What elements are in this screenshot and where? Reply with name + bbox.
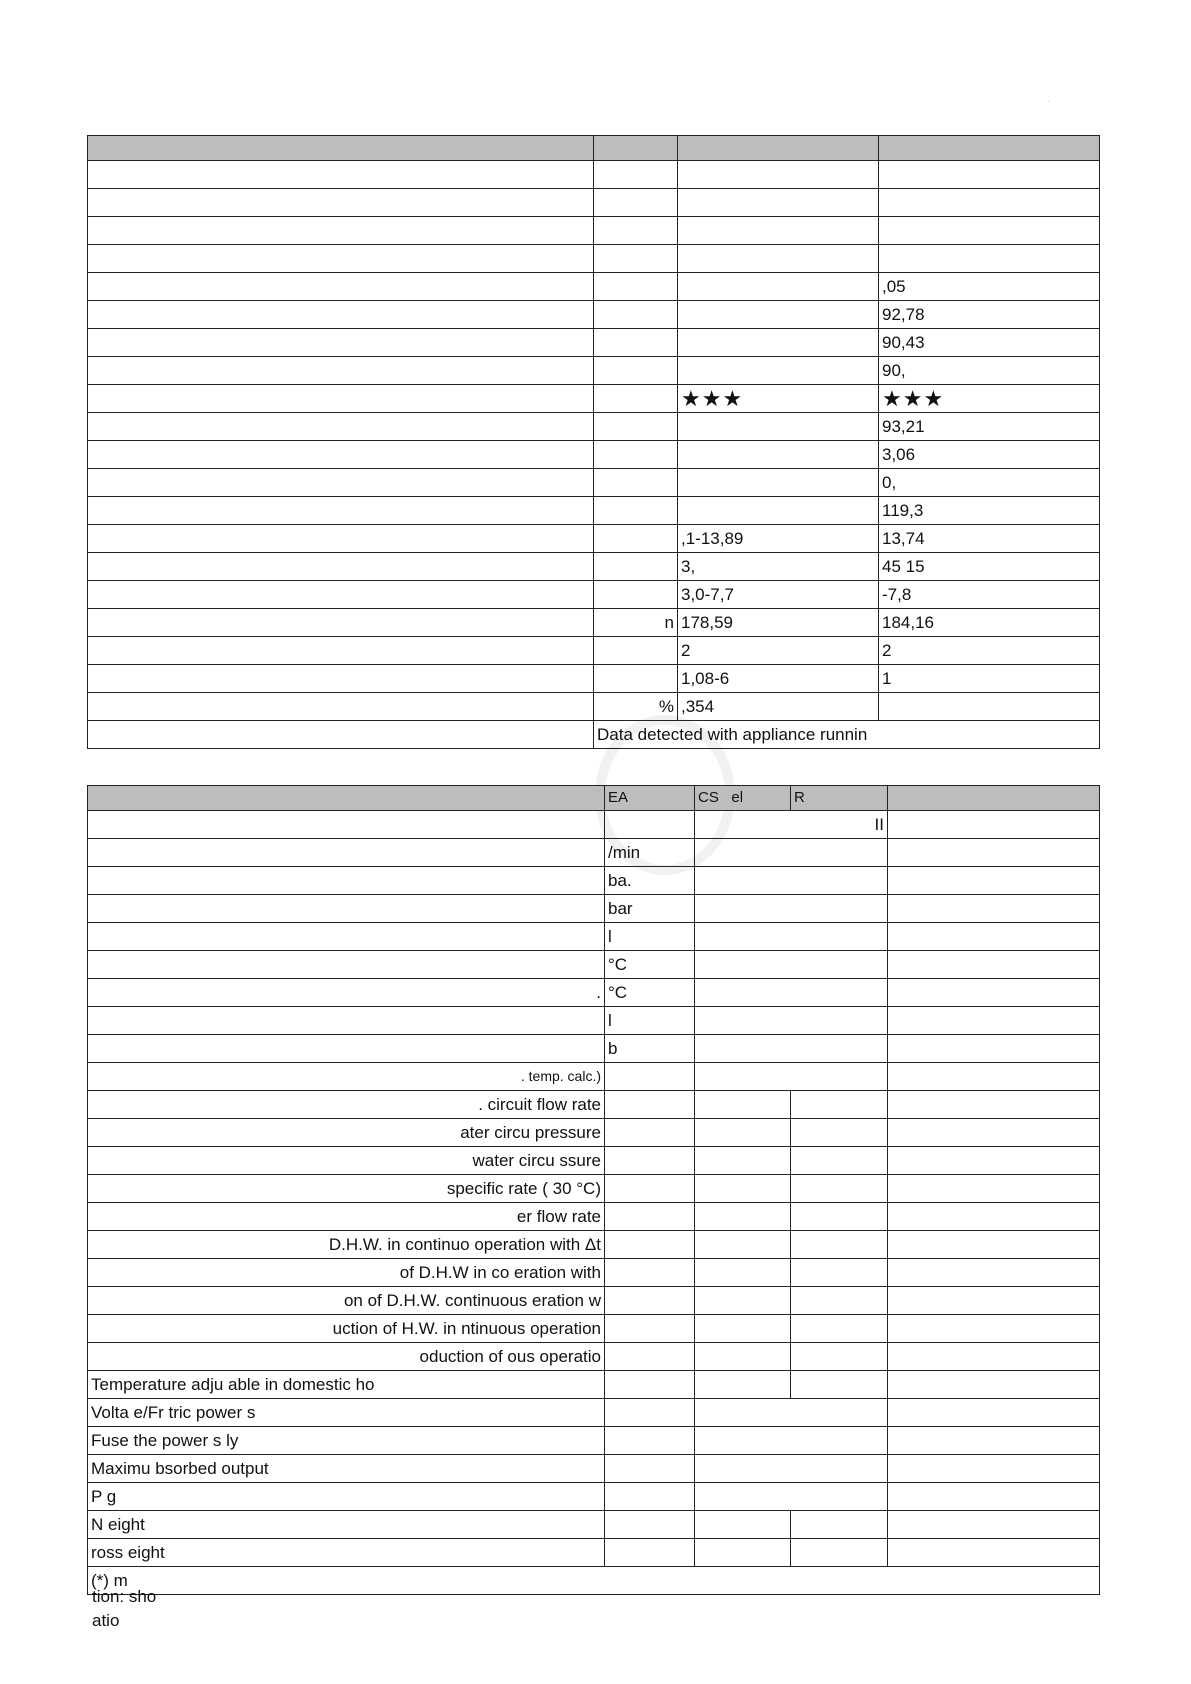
row-label [88, 553, 594, 581]
value-cell [888, 867, 1100, 895]
row-label [88, 497, 594, 525]
value-cell [678, 161, 879, 189]
table-row [88, 1427, 1100, 1455]
row-label [88, 301, 594, 329]
row-label: Maximu bsorbed output [88, 1455, 605, 1483]
row-label: ater circu pressure [88, 1119, 605, 1147]
value-cell [678, 413, 879, 441]
row-label [88, 273, 594, 301]
row-unit [594, 189, 678, 217]
value-cell [678, 497, 879, 525]
value-cell [678, 441, 879, 469]
value-cell [888, 1483, 1100, 1511]
value-cell [695, 1035, 888, 1063]
value-cell: -7,8 [879, 581, 1100, 609]
value-cell [888, 951, 1100, 979]
header-cell-r: R [791, 786, 888, 811]
row-label [88, 469, 594, 497]
table-row [88, 1287, 1100, 1315]
row-unit [594, 469, 678, 497]
value-cell [678, 357, 879, 385]
row-label [88, 189, 594, 217]
value-cell: ,354 [678, 693, 879, 721]
table-row [88, 1147, 1100, 1175]
table-row [88, 385, 1100, 413]
table-row [88, 1175, 1100, 1203]
header-cell [88, 136, 594, 161]
value-cell: 90, [879, 357, 1100, 385]
row-unit [605, 1203, 695, 1231]
value-cell [888, 1091, 1100, 1119]
value-cell [695, 1511, 791, 1539]
value-cell: 90,43 [879, 329, 1100, 357]
row-label [88, 923, 605, 951]
row-unit [605, 1343, 695, 1371]
row-label [88, 385, 594, 413]
row-unit [605, 1147, 695, 1175]
table-row [88, 441, 1100, 469]
row-label: P g [88, 1483, 605, 1511]
table-row [88, 979, 1100, 1007]
table-row [88, 1203, 1100, 1231]
row-unit [605, 1119, 695, 1147]
value-cell [888, 1539, 1100, 1567]
table-row [88, 1315, 1100, 1343]
table-row [88, 273, 1100, 301]
row-unit [605, 1259, 695, 1287]
table-row [88, 1371, 1100, 1399]
value-cell [695, 1343, 791, 1371]
header-cell-ea: EA [605, 786, 695, 811]
row-label [88, 413, 594, 441]
value-cell [695, 951, 888, 979]
value-cell [695, 1539, 791, 1567]
row-unit [594, 441, 678, 469]
value-cell: 1 [879, 665, 1100, 693]
value-cell [791, 1287, 888, 1315]
row-label [88, 217, 594, 245]
value-cell [791, 1371, 888, 1399]
header-cell [88, 786, 605, 811]
value-cell [888, 1119, 1100, 1147]
value-cell [888, 1231, 1100, 1259]
table-row [88, 1063, 1100, 1091]
value-cell [695, 979, 888, 1007]
table-row [88, 217, 1100, 245]
row-label: Fuse the power s ly [88, 1427, 605, 1455]
row-unit [594, 161, 678, 189]
row-unit [605, 1315, 695, 1343]
row-unit [594, 497, 678, 525]
row-label [88, 525, 594, 553]
row-label [88, 1007, 605, 1035]
row-label: on of D.H.W. continuous eration w [88, 1287, 605, 1315]
table-row [88, 665, 1100, 693]
row-unit [594, 413, 678, 441]
value-cell [888, 923, 1100, 951]
row-label: water circu ssure [88, 1147, 605, 1175]
note-line: tion: sho [92, 1587, 157, 1606]
table-row [88, 301, 1100, 329]
value-cell [879, 245, 1100, 273]
row-label [88, 721, 594, 749]
row-unit [594, 301, 678, 329]
value-cell: ,1-13,89 [678, 525, 879, 553]
table-row [88, 839, 1100, 867]
table-row [88, 581, 1100, 609]
row-unit [594, 385, 678, 413]
row-unit: °C [605, 979, 695, 1007]
table-row [88, 413, 1100, 441]
row-label [88, 581, 594, 609]
technical-data-table-2 [87, 785, 1100, 1595]
footnote: (*) m [88, 1567, 1100, 1595]
table-row [88, 1231, 1100, 1259]
value-cell [888, 1511, 1100, 1539]
row-unit [594, 637, 678, 665]
value-cell: 0, [879, 469, 1100, 497]
row-label [88, 245, 594, 273]
row-label: Temperature adju able in domestic ho [88, 1371, 605, 1399]
value-cell: ★★★ [879, 385, 1100, 413]
row-label: Volta e/Fr tric power s [88, 1399, 605, 1427]
row-label [88, 637, 594, 665]
row-label [88, 441, 594, 469]
value-cell [678, 217, 879, 245]
row-unit [605, 1091, 695, 1119]
value-cell: 119,3 [879, 497, 1100, 525]
table-row [88, 497, 1100, 525]
header-cell [888, 786, 1100, 811]
row-unit [605, 1231, 695, 1259]
table-row [88, 357, 1100, 385]
row-label [88, 665, 594, 693]
value-cell [678, 273, 879, 301]
table-row [88, 923, 1100, 951]
row-label [88, 161, 594, 189]
value-cell [888, 1343, 1100, 1371]
header-cell-cs: CS el [695, 786, 791, 811]
footer-note: Data detected with appliance runnin [594, 721, 1100, 749]
value-cell [888, 1175, 1100, 1203]
row-unit: % [594, 693, 678, 721]
row-unit [594, 273, 678, 301]
value-cell [888, 1399, 1100, 1427]
row-label: of D.H.W in co eration with [88, 1259, 605, 1287]
table-row [88, 721, 1100, 749]
table-row [88, 951, 1100, 979]
table-row [88, 811, 1100, 839]
table-row [88, 161, 1100, 189]
value-cell [791, 1147, 888, 1175]
table-row [88, 609, 1100, 637]
row-unit [594, 553, 678, 581]
value-cell: 13,74 [879, 525, 1100, 553]
row-unit [605, 1483, 695, 1511]
row-unit [605, 1511, 695, 1539]
row-label: . temp. calc.) [88, 1063, 605, 1091]
row-unit [605, 1455, 695, 1483]
header-cell [678, 136, 879, 161]
row-label: specific rate ( 30 °C) [88, 1175, 605, 1203]
row-unit: ba. [605, 867, 695, 895]
value-cell [888, 1287, 1100, 1315]
table-row [88, 1035, 1100, 1063]
value-cell: 184,16 [879, 609, 1100, 637]
table-row [88, 693, 1100, 721]
value-cell [791, 1119, 888, 1147]
technical-data-table-1 [87, 135, 1100, 749]
row-label: . circuit flow rate [88, 1091, 605, 1119]
row-label: . [88, 979, 605, 1007]
value-cell [695, 1483, 888, 1511]
table-row [88, 1483, 1100, 1511]
row-label: N eight [88, 1511, 605, 1539]
value-cell: ★★★ [678, 385, 879, 413]
row-label: oduction of ous operatio [88, 1343, 605, 1371]
table-header [88, 136, 1100, 161]
value-cell [695, 867, 888, 895]
table-row [88, 245, 1100, 273]
value-cell [695, 1119, 791, 1147]
value-cell [791, 1091, 888, 1119]
value-cell [888, 1371, 1100, 1399]
row-unit [594, 357, 678, 385]
value-cell: 3,06 [879, 441, 1100, 469]
row-unit: l [605, 923, 695, 951]
row-label: er flow rate [88, 1203, 605, 1231]
value-cell [695, 1287, 791, 1315]
value-cell [888, 1427, 1100, 1455]
value-cell [678, 329, 879, 357]
value-cell: 92,78 [879, 301, 1100, 329]
notes [92, 1585, 156, 1633]
value-cell [888, 1203, 1100, 1231]
value-cell [695, 1371, 791, 1399]
value-cell [695, 1259, 791, 1287]
row-unit [605, 1539, 695, 1567]
table-row [88, 1119, 1100, 1147]
value-cell: 2 [879, 637, 1100, 665]
value-cell: 3, [678, 553, 879, 581]
table-row [88, 1511, 1100, 1539]
value-cell: 93,21 [879, 413, 1100, 441]
table-row [88, 1399, 1100, 1427]
value-cell: 2 [678, 637, 879, 665]
value-cell [791, 1175, 888, 1203]
row-unit: b [605, 1035, 695, 1063]
row-unit [594, 581, 678, 609]
value-cell [888, 1007, 1100, 1035]
table-row [88, 469, 1100, 497]
value-cell [888, 1455, 1100, 1483]
row-label [88, 609, 594, 637]
value-cell [695, 1427, 888, 1455]
row-label [88, 895, 605, 923]
table-row [88, 895, 1100, 923]
table-row [88, 189, 1100, 217]
table-row [88, 329, 1100, 357]
row-unit [605, 1399, 695, 1427]
value-cell [695, 1007, 888, 1035]
value-cell [888, 811, 1100, 839]
table-row [88, 1259, 1100, 1287]
page-mark: . [1048, 98, 1050, 104]
value-cell [888, 1147, 1100, 1175]
value-cell [695, 1455, 888, 1483]
row-unit [605, 811, 695, 839]
value-cell [879, 189, 1100, 217]
value-cell [695, 1091, 791, 1119]
value-cell: 1,08-6 [678, 665, 879, 693]
value-cell: II [695, 811, 888, 839]
value-cell [791, 1259, 888, 1287]
row-label [88, 811, 605, 839]
table-row [88, 525, 1100, 553]
row-label: uction of H.W. in ntinuous operation [88, 1315, 605, 1343]
row-unit: °C [605, 951, 695, 979]
value-cell [695, 1063, 888, 1091]
value-cell [888, 1063, 1100, 1091]
row-unit [594, 329, 678, 357]
value-cell [879, 693, 1100, 721]
row-unit [605, 1371, 695, 1399]
table-row [88, 867, 1100, 895]
value-cell: 178,59 [678, 609, 879, 637]
row-unit: l [605, 1007, 695, 1035]
value-cell: 3,0-7,7 [678, 581, 879, 609]
row-unit [594, 525, 678, 553]
row-label [88, 839, 605, 867]
table-header [88, 786, 1100, 811]
value-cell [695, 895, 888, 923]
value-cell [695, 923, 888, 951]
value-cell [791, 1231, 888, 1259]
value-cell [695, 1399, 888, 1427]
row-unit [605, 1175, 695, 1203]
table-row [88, 1567, 1100, 1595]
value-cell [791, 1343, 888, 1371]
value-cell: 45 15 [879, 553, 1100, 581]
table-row [88, 1539, 1100, 1567]
value-cell [879, 217, 1100, 245]
value-cell [695, 1175, 791, 1203]
value-cell [791, 1511, 888, 1539]
row-label: ross eight [88, 1539, 605, 1567]
value-cell [695, 1203, 791, 1231]
value-cell [791, 1539, 888, 1567]
table-row [88, 553, 1100, 581]
row-unit [605, 1063, 695, 1091]
value-cell [879, 161, 1100, 189]
value-cell [678, 245, 879, 273]
row-label [88, 357, 594, 385]
header-cell [879, 136, 1100, 161]
value-cell [888, 1315, 1100, 1343]
value-cell [678, 189, 879, 217]
table-row [88, 1091, 1100, 1119]
value-cell [888, 979, 1100, 1007]
value-cell [888, 895, 1100, 923]
table-row [88, 1007, 1100, 1035]
row-unit: n [594, 609, 678, 637]
row-unit [594, 217, 678, 245]
table-row [88, 637, 1100, 665]
value-cell: ,05 [879, 273, 1100, 301]
value-cell [678, 469, 879, 497]
value-cell [888, 1035, 1100, 1063]
row-label [88, 693, 594, 721]
value-cell [791, 1203, 888, 1231]
row-unit: /min [605, 839, 695, 867]
value-cell [695, 1231, 791, 1259]
row-label [88, 1035, 605, 1063]
row-label [88, 867, 605, 895]
table-row [88, 1455, 1100, 1483]
row-label [88, 329, 594, 357]
row-unit: bar [605, 895, 695, 923]
value-cell [678, 301, 879, 329]
row-label [88, 951, 605, 979]
value-cell [695, 1147, 791, 1175]
row-unit [605, 1287, 695, 1315]
row-label: D.H.W. in continuo operation with Δt [88, 1231, 605, 1259]
value-cell [695, 1315, 791, 1343]
value-cell [791, 1315, 888, 1343]
header-cell [594, 136, 678, 161]
row-unit [605, 1427, 695, 1455]
value-cell [888, 1259, 1100, 1287]
row-unit [594, 665, 678, 693]
value-cell [695, 839, 888, 867]
row-unit [594, 245, 678, 273]
note-line: atio [92, 1611, 120, 1630]
value-cell [888, 839, 1100, 867]
table-row [88, 1343, 1100, 1371]
